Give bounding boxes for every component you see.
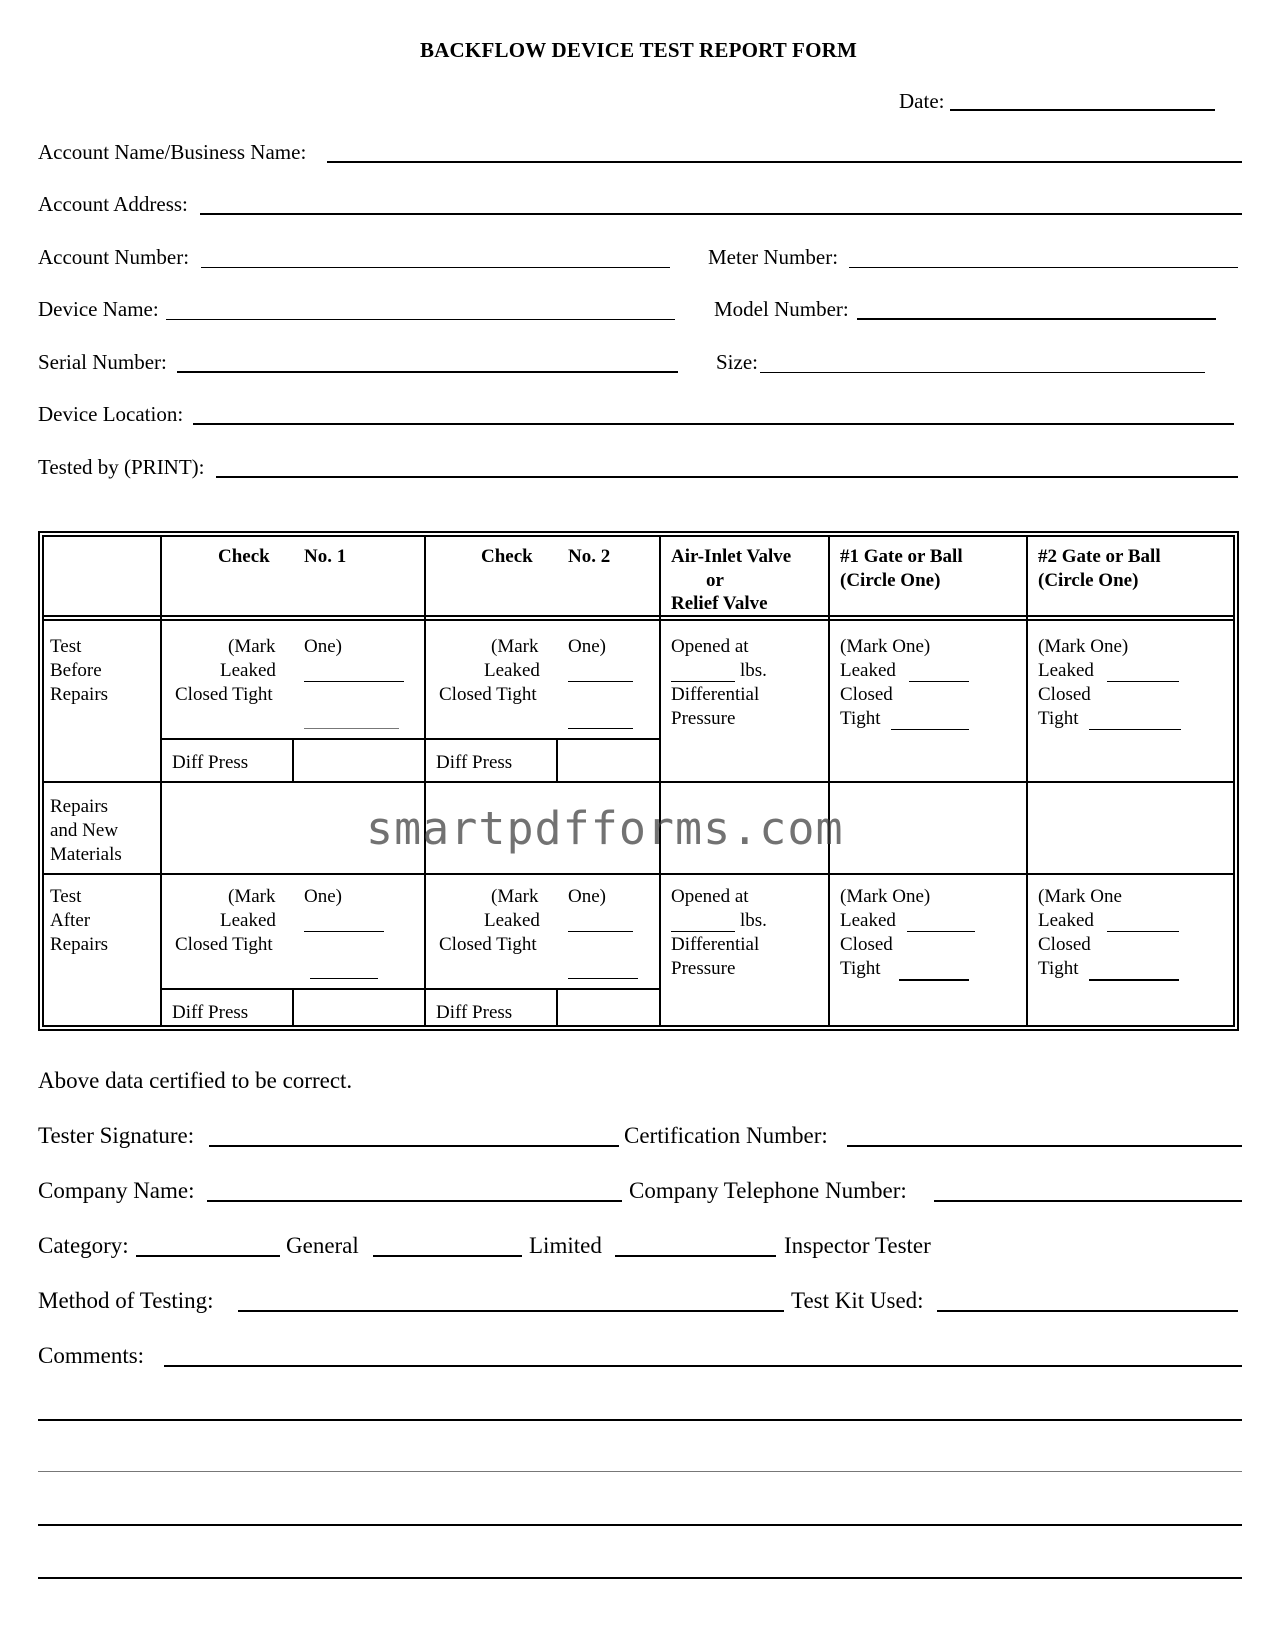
account-address-label: Account Address: bbox=[38, 192, 188, 216]
after-air-lbs: lbs. bbox=[740, 910, 767, 931]
before-check1-tight-field[interactable] bbox=[304, 728, 399, 729]
before-gate1-mark-one: (Mark One) bbox=[840, 636, 931, 657]
device-name-label: Device Name: bbox=[38, 297, 159, 321]
tester-signature-field[interactable] bbox=[209, 1145, 619, 1147]
before-check2-mark: (Mark bbox=[491, 636, 539, 657]
header-check2-no: No. 2 bbox=[568, 546, 611, 567]
before-check1-diff-press-field[interactable] bbox=[294, 740, 422, 780]
account-number-field[interactable] bbox=[201, 267, 670, 268]
company-telephone-field[interactable] bbox=[934, 1200, 1242, 1202]
before-check2-diff-press-field[interactable] bbox=[558, 740, 657, 780]
after-air-pressure: Pressure bbox=[671, 958, 736, 979]
row-after-label-2: After bbox=[50, 910, 91, 931]
row-repairs-label-2: and New bbox=[50, 820, 119, 841]
account-name-label: Account Name/Business Name: bbox=[38, 140, 307, 164]
category-limited-label: Limited bbox=[529, 1233, 602, 1258]
before-gate2-leaked: Leaked bbox=[1038, 660, 1094, 681]
after-air-differential: Differential bbox=[671, 934, 760, 955]
before-check2-leaked-field[interactable] bbox=[568, 681, 633, 682]
account-address-field[interactable] bbox=[200, 213, 1242, 215]
before-gate1-tight-field[interactable] bbox=[891, 729, 969, 730]
category-inspector-field[interactable] bbox=[615, 1255, 776, 1257]
after-check1-mark: (Mark bbox=[228, 886, 276, 907]
size-label: Size: bbox=[716, 350, 758, 374]
tested-by-field[interactable] bbox=[216, 476, 1238, 478]
after-check2-diff-press-field[interactable] bbox=[558, 990, 657, 1026]
row-before-label-1: Test bbox=[50, 636, 82, 657]
header-gate2: #2 Gate or Ball bbox=[1038, 546, 1161, 567]
before-check2-tight-field[interactable] bbox=[568, 728, 633, 729]
before-gate1-closed: Closed bbox=[840, 684, 893, 705]
after-check1-diff-press: Diff Press bbox=[172, 1002, 249, 1023]
header-check2: Check bbox=[481, 546, 533, 567]
model-number-field[interactable] bbox=[857, 318, 1216, 320]
header-air-inlet: Air-Inlet Valve bbox=[671, 546, 792, 567]
after-check2-leaked-field[interactable] bbox=[568, 931, 633, 932]
tester-signature-label: Tester Signature: bbox=[38, 1123, 195, 1148]
after-gate2-tight: Tight bbox=[1038, 958, 1079, 979]
after-gate2-closed: Closed bbox=[1038, 934, 1091, 955]
before-check1-closed-tight: Closed Tight bbox=[175, 684, 273, 705]
before-check1-leaked: Leaked bbox=[220, 660, 276, 681]
comments-line-2[interactable] bbox=[38, 1419, 1242, 1421]
test-kit-used-label: Test Kit Used: bbox=[791, 1288, 924, 1313]
serial-number-field[interactable] bbox=[177, 371, 678, 373]
after-check2-tight-field[interactable] bbox=[568, 978, 638, 979]
after-check1-diff-press-field[interactable] bbox=[294, 990, 422, 1026]
method-of-testing-label: Method of Testing: bbox=[38, 1288, 214, 1313]
watermark-text: smartpdfforms.com bbox=[366, 802, 844, 855]
after-check1-tight-field[interactable] bbox=[310, 978, 378, 979]
row-before-label-2: Before bbox=[50, 660, 102, 681]
company-name-label: Company Name: bbox=[38, 1178, 195, 1203]
account-name-field[interactable] bbox=[327, 161, 1242, 163]
header-relief-valve: Relief Valve bbox=[671, 593, 768, 614]
after-gate2-leaked-field[interactable] bbox=[1107, 931, 1179, 932]
row-after-label-1: Test bbox=[50, 886, 82, 907]
category-inspector-label: Inspector Tester bbox=[784, 1233, 931, 1258]
after-gate1-leaked: Leaked bbox=[840, 910, 896, 931]
before-check1-leaked-field[interactable] bbox=[304, 681, 404, 682]
table-header-rule-2 bbox=[42, 619, 1235, 621]
after-air-opened-at: Opened at bbox=[671, 886, 749, 907]
before-gate1-leaked: Leaked bbox=[840, 660, 896, 681]
after-check2-one: One) bbox=[568, 886, 606, 907]
header-check1: Check bbox=[218, 546, 270, 567]
after-gate1-mark-one: (Mark One) bbox=[840, 886, 931, 907]
before-check1-mark: (Mark bbox=[228, 636, 276, 657]
certification-number-field[interactable] bbox=[847, 1145, 1242, 1147]
before-air-lbs: lbs. bbox=[740, 660, 767, 681]
before-check2-diff-press: Diff Press bbox=[436, 752, 513, 773]
after-check1-leaked: Leaked bbox=[220, 910, 276, 931]
after-gate1-leaked-field[interactable] bbox=[907, 931, 975, 932]
row-repairs-label-3: Materials bbox=[50, 844, 122, 865]
category-limited-field[interactable] bbox=[373, 1255, 522, 1257]
meter-number-label: Meter Number: bbox=[708, 245, 839, 269]
before-check2-one: One) bbox=[568, 636, 606, 657]
meter-number-field[interactable] bbox=[849, 267, 1238, 268]
after-gate1-tight: Tight bbox=[840, 958, 881, 979]
comments-line-4[interactable] bbox=[38, 1524, 1242, 1526]
after-gate1-closed: Closed bbox=[840, 934, 893, 955]
model-number-label: Model Number: bbox=[714, 297, 849, 321]
before-gate2-tight: Tight bbox=[1038, 708, 1079, 729]
after-gate2-leaked: Leaked bbox=[1038, 910, 1094, 931]
row-after-label-3: Repairs bbox=[50, 934, 109, 955]
date-label: Date: bbox=[899, 89, 945, 113]
table-header-rule bbox=[42, 615, 1235, 617]
before-air-differential: Differential bbox=[671, 684, 760, 705]
before-gate2-mark-one: (Mark One) bbox=[1038, 636, 1129, 657]
before-check2-leaked: Leaked bbox=[484, 660, 540, 681]
after-check2-mark: (Mark bbox=[491, 886, 539, 907]
tested-by-label: Tested by (PRINT): bbox=[38, 455, 205, 479]
category-general-field[interactable] bbox=[136, 1255, 280, 1257]
after-check1-one: One) bbox=[304, 886, 342, 907]
before-air-pressure: Pressure bbox=[671, 708, 736, 729]
header-check1-no: No. 1 bbox=[304, 546, 347, 567]
before-check1-one: One) bbox=[304, 636, 342, 657]
header-air-or: or bbox=[706, 570, 724, 591]
before-check1-diff-press: Diff Press bbox=[172, 752, 249, 773]
before-check2-closed-tight: Closed Tight bbox=[439, 684, 537, 705]
after-gate1-tight-field[interactable] bbox=[899, 979, 969, 981]
header-gate1-circle: (Circle One) bbox=[840, 570, 941, 591]
row-repairs-label-1: Repairs bbox=[50, 796, 109, 817]
account-number-label: Account Number: bbox=[38, 245, 190, 269]
comments-label: Comments: bbox=[38, 1343, 145, 1368]
form-title: BACKFLOW DEVICE TEST REPORT FORM bbox=[419, 38, 858, 62]
header-gate2-circle: (Circle One) bbox=[1038, 570, 1139, 591]
after-gate2-tight-field[interactable] bbox=[1089, 979, 1179, 981]
before-air-opened-at: Opened at bbox=[671, 636, 749, 657]
before-gate1-leaked-field[interactable] bbox=[909, 681, 969, 682]
comments-line-1[interactable] bbox=[164, 1365, 1242, 1367]
before-gate2-tight-field[interactable] bbox=[1089, 729, 1181, 730]
before-gate1-tight: Tight bbox=[840, 708, 881, 729]
row-before-label-3: Repairs bbox=[50, 684, 109, 705]
after-check1-closed-tight: Closed Tight bbox=[175, 934, 273, 955]
after-check2-leaked: Leaked bbox=[484, 910, 540, 931]
serial-number-label: Serial Number: bbox=[38, 350, 167, 374]
before-gate2-closed: Closed bbox=[1038, 684, 1091, 705]
category-label: Category: bbox=[38, 1233, 129, 1258]
after-gate2-mark-one: (Mark One bbox=[1038, 886, 1122, 907]
category-general-label: General bbox=[286, 1233, 359, 1258]
after-check2-closed-tight: Closed Tight bbox=[439, 934, 537, 955]
company-telephone-label: Company Telephone Number: bbox=[629, 1178, 907, 1203]
method-of-testing-field[interactable] bbox=[238, 1310, 784, 1312]
size-field[interactable] bbox=[760, 372, 1205, 373]
device-location-field[interactable] bbox=[193, 423, 1234, 425]
row-divider-2 bbox=[42, 873, 1235, 875]
after-air-lbs-field[interactable] bbox=[671, 931, 735, 932]
comments-line-3[interactable] bbox=[38, 1471, 1242, 1472]
after-check1-leaked-field[interactable] bbox=[304, 931, 384, 932]
certified-statement: Above data certified to be correct. bbox=[38, 1068, 353, 1093]
before-air-lbs-field[interactable] bbox=[671, 681, 735, 682]
comments-line-5[interactable] bbox=[38, 1577, 1242, 1579]
test-kit-used-field[interactable] bbox=[937, 1310, 1238, 1312]
company-name-field[interactable] bbox=[207, 1200, 622, 1202]
header-gate1: #1 Gate or Ball bbox=[840, 546, 963, 567]
after-check2-diff-press: Diff Press bbox=[436, 1002, 513, 1023]
device-name-field[interactable] bbox=[166, 319, 675, 320]
before-gate2-leaked-field[interactable] bbox=[1107, 681, 1179, 682]
certification-number-label: Certification Number: bbox=[624, 1123, 828, 1148]
date-field[interactable] bbox=[950, 109, 1215, 111]
device-location-label: Device Location: bbox=[38, 402, 184, 426]
